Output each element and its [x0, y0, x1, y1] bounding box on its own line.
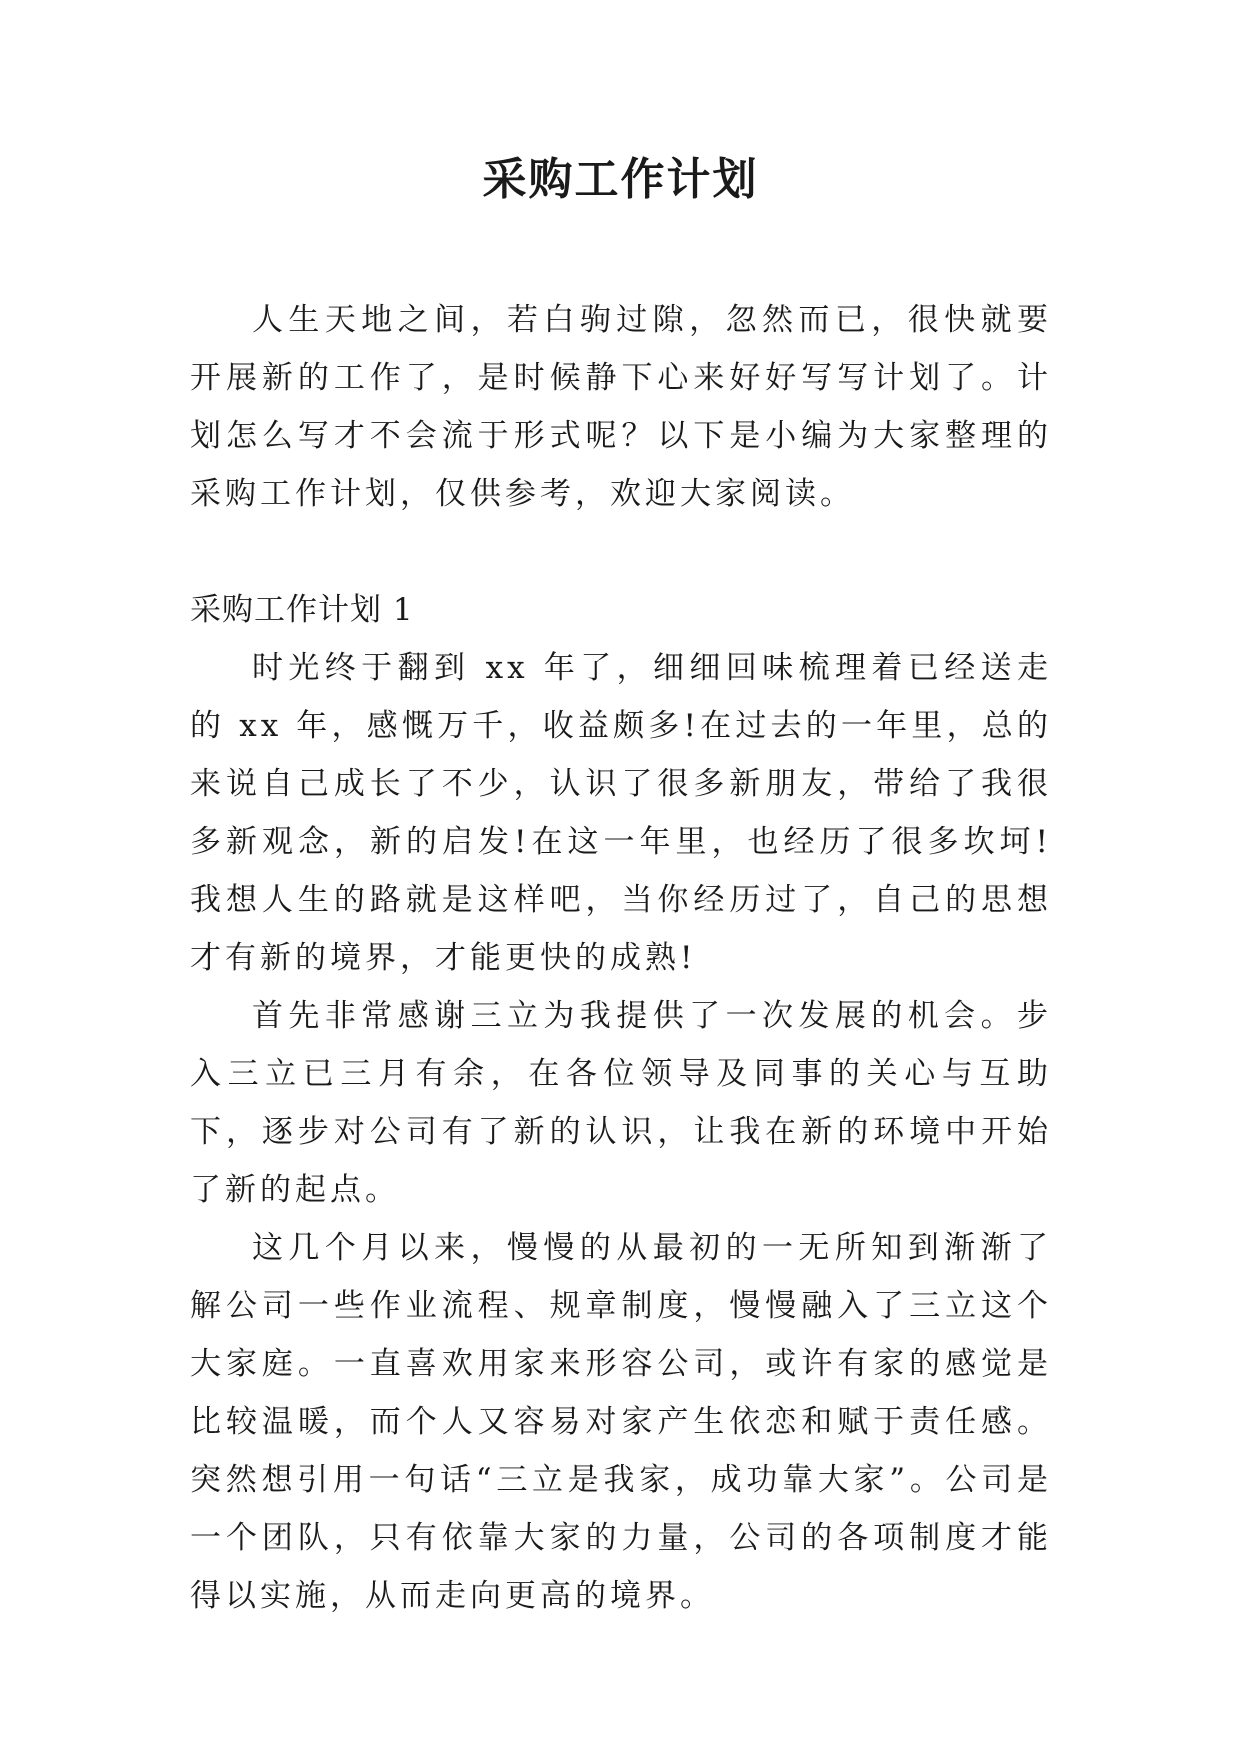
document-title: 采购工作计划	[482, 154, 759, 205]
section-heading: 采购工作计划 1	[190, 592, 414, 628]
intro-paragraph: 人生天地之间，若白驹过隙，忽然而已，很快就要开展新的工作了，是时候静下心来好好写写计划了。计划怎么写才不会流于形式呢？以下是小编为大家整理的采购工作计划，仅供参考，欢迎大家阅读。	[190, 302, 1052, 512]
paragraph-gap	[190, 523, 1052, 581]
body-paragraph: 时光终于翻到 xx 年了，细细回味梳理着已经送走的 xx 年，感慨万千，收益颇多!在过去的一年里，总的来说自己成长了不少，认识了很多新朋友，带给了我很多新观念，新的启发!在这一年里，也经历了很多坎坷!我想人生的路就是这样吧，当你经历过了，自己的思想才有新的境界，才能更快的成熟!	[190, 650, 1052, 976]
body-paragraph: 首先非常感谢三立为我提供了一次发展的机会。步入三立已三月有余，在各位领导及同事的关心与互助下，逐步对公司有了新的认识，让我在新的环境中开始了新的起点。	[190, 998, 1052, 1208]
body-paragraph: 这几个月以来，慢慢的从最初的一无所知到渐渐了解公司一些作业流程、规章制度，慢慢融入了三立这个大家庭。一直喜欢用家来形容公司，或许有家的感觉是比较温暖，而个人又容易对家产生依恋和赋于责任感。突然想引用一句话“三立是我家，成功靠大家”。公司是一个团队，只有依靠大家的力量，公司的各项制度才能得以实施，从而走向更高的境界。	[190, 1230, 1052, 1614]
document-body	[190, 291, 1052, 1625]
